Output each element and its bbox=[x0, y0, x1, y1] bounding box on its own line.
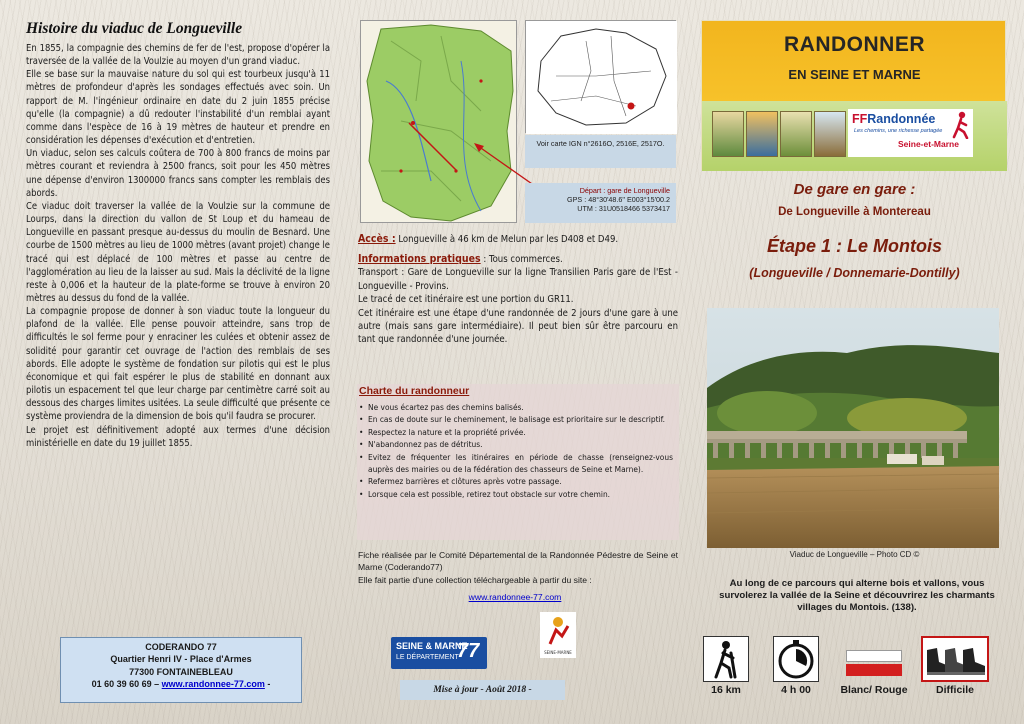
map-reference: Voir carte IGN n°2616O, 2516E, 2517O. bbox=[525, 135, 676, 168]
contact-address-line2: 77300 FONTAINEBLEAU bbox=[129, 666, 233, 677]
collection-link[interactable]: www.randonnee-77.com bbox=[468, 592, 562, 602]
france-map-image bbox=[525, 20, 676, 133]
update-date: Mise à jour - Août 2018 - bbox=[400, 680, 565, 700]
ffr-logo-tagline: Les chemins, une richesse partagée bbox=[854, 128, 943, 134]
viaduct-photo bbox=[707, 308, 999, 548]
contact-box bbox=[60, 637, 302, 703]
charter-item: • Respectez la nature et la propriété privée. bbox=[359, 426, 673, 438]
history-paragraph: En 1855, la compagnie des chemins de fer de l'est, propose d'opérer la traversée de la vallée de la Voulzie au moyen d'un grand viaduc. bbox=[26, 43, 330, 68]
history-paragraph: Un viaduc, selon ses calculs coûtera de 700 à 800 francs de moins par mètres courant et reviendra à 2500 francs, soit pour les 450 mètres une dépense d'environ 1300000 francs sans compter les remblais des abords. bbox=[26, 148, 330, 199]
ffr-small-caption: SEINE-MARNE bbox=[544, 650, 572, 655]
ffrandonnee-logo bbox=[848, 109, 973, 157]
distance-value: 16 km bbox=[711, 684, 741, 696]
history-panel bbox=[0, 0, 345, 724]
history-paragraph: Le projet est définitivement adopté aux termes d'une décision ministérielle en date du 19 juillet 1855. bbox=[26, 424, 330, 449]
photo-caption: Viaduc de Longueville – Photo CD © bbox=[789, 550, 920, 559]
charter-title: Charte du randonneur bbox=[359, 385, 470, 397]
practical-info-line: : Tous commerces. bbox=[480, 254, 563, 265]
practical-info-label: Informations pratiques bbox=[358, 253, 481, 265]
distance-stat bbox=[700, 636, 752, 696]
charter-item: • Lorsque cela est possible, retirez tout obstacle sur votre chemin. bbox=[359, 488, 673, 500]
practical-info bbox=[358, 253, 678, 347]
duration-stat bbox=[768, 636, 824, 696]
topoguide-image bbox=[712, 111, 744, 157]
seine-et-marne-logo bbox=[391, 637, 487, 669]
cover-panel bbox=[685, 0, 1024, 724]
marking-value: Blanc/ Rouge bbox=[840, 684, 908, 696]
route-heading: De gare en gare : bbox=[793, 181, 916, 198]
route-description: Au long de ce parcours qui alterne bois et vallons, vous survolerez la vallée de la Seine et découvrirez les charmants villages du Montois. (138). bbox=[719, 578, 995, 613]
practical-info-line: Le tracé de cet itinéraire est une portion du GR11. bbox=[358, 294, 574, 306]
viaduct-photo-graphic bbox=[707, 308, 999, 548]
topoguide-image bbox=[780, 111, 812, 157]
duration-value: 4 h 00 bbox=[781, 684, 811, 696]
gps-coords: GPS : 48°30'48.6" E003°15'00.2 bbox=[567, 195, 670, 205]
access-label: Accès : bbox=[358, 233, 396, 245]
access-text: Longueville à 46 km de Melun par les D408 et D49. bbox=[395, 234, 619, 245]
sem-logo-sub: LE DÉPARTEMENT bbox=[396, 654, 459, 661]
france-map-graphic bbox=[526, 21, 677, 134]
route-subheading: De Longueville à Montereau bbox=[778, 206, 931, 218]
charter-item: • Ne vous écartez pas des chemins balisés. bbox=[359, 401, 673, 413]
gps-start: Départ : gare de Longueville bbox=[579, 186, 670, 195]
difficulty-value: Difficile bbox=[936, 684, 974, 696]
contact-phone: 01 60 39 60 69 – bbox=[91, 678, 160, 689]
stage-title: Étape 1 : Le Montois bbox=[766, 236, 943, 256]
history-paragraph: Ce viaduc doit traverser la vallée de la Voulzie sur la commune de Lourps, dans la direction du vallon de St Loup et du hameau de Longueville en passant presque au-dessus du moulin de Besnard. Une courbe de 1500 mètres au lieu de 1000 mètres (avant projet) change le tracé qui est déplacé de 100 mètres et passe au centre de l'agglomération au lieu de la laisser au sud. Mais la déclivité de la ligne reste à 0,006 et la hauteur de la plate-forme se trouve à environ 20 mètres au dessus du fond de la vallée. bbox=[26, 200, 330, 304]
contact-suffix: - bbox=[267, 678, 271, 689]
credits-line: Elle fait partie d'une collection téléchargeable à partir du site : bbox=[358, 574, 592, 585]
charter-item: • N'abandonnez pas de détritus. bbox=[359, 438, 673, 450]
stage-subtitle: (Longueville / Donnemarie-Dontilly) bbox=[749, 266, 960, 280]
history-title: Histoire du viaduc de Longueville bbox=[26, 20, 243, 37]
access-line bbox=[358, 233, 678, 246]
credits-line: Fiche réalisée par le Comité Départemental de la Randonnée Pédestre de Seine et Marne (Coderando77) bbox=[358, 550, 678, 573]
hiking-boots-icon bbox=[921, 636, 989, 682]
history-paragraph: Elle se base sur la mauvaise nature du sol qui est tourbeux jusqu'à 11 mètres de profondeur d'après les sondages effectués avec soin. Un rapport de M. l'ingénieur ordinaire en date du 2 juin 1855 précise qu'elle (la compagnie) a dû redouter l'instabilité d'un remblai ayant comme dans l'espèce de 16 à 19 mètres de hauteur et prendre en considération les dépenses d'exécution et d'entretien. bbox=[26, 69, 330, 147]
ffr-small-logo-graphic bbox=[540, 612, 576, 658]
contact-address-line1: Quartier Henri IV - Place d'Armes bbox=[110, 654, 252, 665]
hiker-icon bbox=[703, 636, 749, 682]
history-body bbox=[26, 42, 330, 450]
ffr-logo-dept: Seine-et-Marne bbox=[898, 139, 959, 149]
ffr-small-logo bbox=[540, 612, 576, 658]
sem-logo-number: 77 bbox=[457, 640, 480, 662]
topoguide-image bbox=[746, 111, 778, 157]
practical-info-line: Cet itinéraire est une étape d'une randonnée de 2 jours d'une gare à une autre (mais sans gare intermédiaire). Il peut bien sûr être parcouru en tant que randonnée d'une journée. bbox=[358, 307, 678, 346]
practical-info-line: Transport : Gare de Longueville sur la ligne Transilien Paris gare de l'Est - Longueville - Provins. bbox=[358, 267, 678, 292]
history-paragraph: La compagnie propose de donner à son viaduc toute la longueur du plafond de la vallée. Elle pense pouvoir atteindre, sans trop de difficultés le sol ferme pour y enraciner les culées et obtenir assez de solidité pour garantir cet ouvrage de l'action des remblais de ses abords. Elle adopte le système de fondation sur pilotis qui est le plus économique et qui fait espérer le plus de stabilité en donnant aux pilotis un espacement tel que leur charge par centimètre carré soit au dessous des charges limites usitées. La seule difficulté que présente ce système proviendra de la dimension de bois qu'il faudra se procurer. bbox=[26, 306, 330, 423]
info-panel bbox=[345, 0, 685, 724]
banner-strip bbox=[702, 101, 1007, 171]
charter-item: • Evitez de fréquenter les itinéraires en période de chasse (renseignez-vous auprès des mairies ou de la fédération des chasseurs de Seine et Marne). bbox=[359, 451, 673, 476]
banner-title: RANDONNER bbox=[784, 33, 925, 56]
sem-logo-name: SEINE & MARNE bbox=[396, 641, 468, 651]
difficulty-stat bbox=[917, 636, 993, 696]
topoguide-image bbox=[814, 111, 846, 157]
charter-item: • Refermez barrières et clôtures après votre passage. bbox=[359, 475, 673, 487]
contact-phone-line bbox=[61, 678, 301, 690]
cover-banner bbox=[701, 20, 1006, 170]
credits-text bbox=[358, 549, 678, 586]
contact-website-link[interactable]: www.randonnee-77.com bbox=[161, 678, 265, 689]
marking-stat bbox=[833, 636, 915, 696]
hiker-logo-icon bbox=[950, 111, 970, 139]
gps-box bbox=[525, 183, 676, 223]
charter-item: • En cas de doute sur le cheminement, le balisage est prioritaire sur le descriptif. bbox=[359, 413, 673, 425]
contact-name: CODERANDO 77 bbox=[145, 642, 217, 652]
banner-subtitle: EN SEINE ET MARNE bbox=[788, 67, 921, 82]
stopwatch-icon bbox=[773, 636, 819, 682]
white-red-marking-icon bbox=[846, 636, 902, 682]
charter-list bbox=[359, 401, 673, 500]
ffr-logo-name: FFRandonnée bbox=[852, 112, 936, 126]
utm-coords: UTM : 31U0518466 5373417 bbox=[577, 204, 670, 214]
